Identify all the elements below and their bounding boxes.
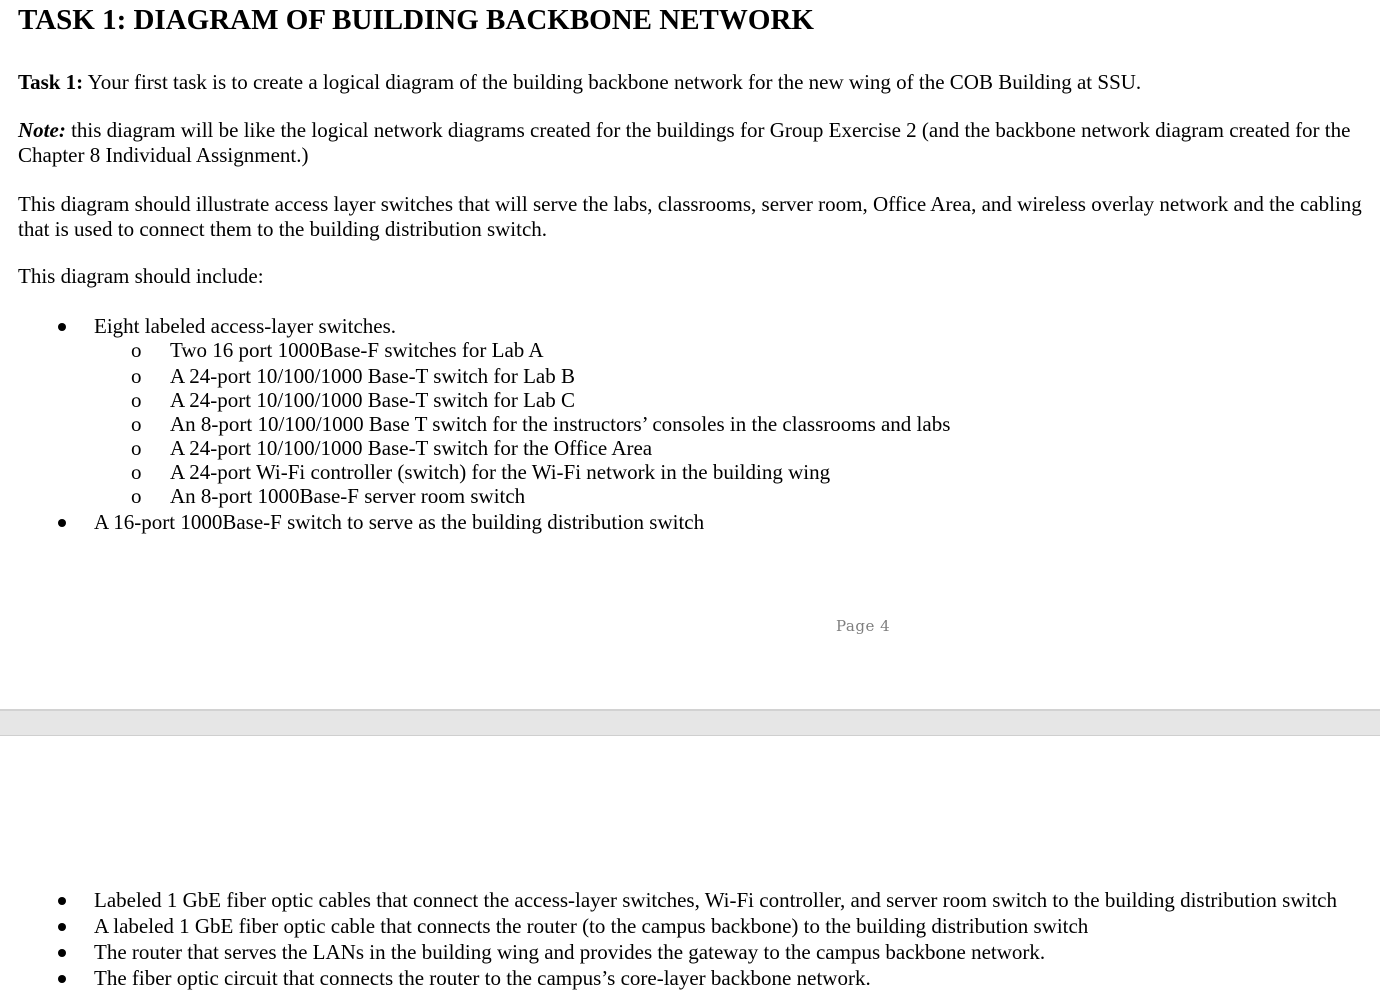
hollow-bullet-icon: o: [131, 460, 142, 484]
list-item: The fiber optic circuit that connects the router to the campus’s core-layer backbone network.: [94, 966, 871, 990]
sub-list-item: A 24-port Wi-Fi controller (switch) for the Wi-Fi network in the building wing: [170, 460, 831, 484]
hollow-bullet-icon: o: [131, 484, 142, 508]
bullet-icon: [56, 940, 68, 965]
bullet-icon: [56, 966, 68, 991]
sub-list-item: A 24-port 10/100/1000 Base-T switch for Lab B: [170, 364, 575, 388]
hollow-bullet-icon: o: [131, 436, 142, 460]
bullet-icon: [56, 888, 68, 913]
list-item: Labeled 1 GbE fiber optic cables that connect the access-layer switches, Wi-Fi controller, and server room switch to the building distribution switch: [94, 888, 1337, 912]
note-lead: Note:: [18, 118, 66, 142]
bullet-icon: [56, 510, 68, 535]
hollow-bullet-icon: o: [131, 388, 142, 412]
section-heading: TASK 1: DIAGRAM OF BUILDING BACKBONE NETWORK: [18, 4, 814, 36]
list-item: A 16-port 1000Base-F switch to serve as the building distribution switch: [94, 510, 705, 534]
hollow-bullet-icon: o: [131, 338, 142, 362]
bullet-icon: [56, 314, 68, 339]
note-text: this diagram will be like the logical network diagrams created for the buildings for Group Exercise 2 (and the backbone network diagram created for the Chapter 8 Individual Assignment.): [18, 118, 1351, 167]
note-paragraph: [18, 118, 1374, 168]
page-separator: [0, 709, 1380, 736]
include-intro: This diagram should include:: [18, 264, 264, 288]
hollow-bullet-icon: o: [131, 412, 142, 436]
list-item: Eight labeled access-layer switches.: [94, 314, 397, 338]
document-page-5: [0, 736, 1380, 1006]
sub-list-item: Two 16 port 1000Base-F switches for Lab A: [170, 338, 544, 362]
sub-list-item: An 8-port 10/100/1000 Base T switch for the instructors’ consoles in the classrooms and labs: [170, 412, 951, 436]
list-item: The router that serves the LANs in the building wing and provides the gateway to the campus backbone network.: [94, 940, 1046, 964]
list-item: A labeled 1 GbE fiber optic cable that connects the router (to the campus backbone) to the building distribution switch: [94, 914, 1089, 938]
task-lead: Task 1:: [18, 70, 84, 94]
task-text: Your first task is to create a logical diagram of the building backbone network for the new wing of the COB Building at SSU.: [83, 70, 1142, 94]
sub-list-item: An 8-port 1000Base-F server room switch: [170, 484, 526, 508]
task-paragraph: [18, 70, 1374, 95]
illustrate-paragraph: This diagram should illustrate access layer switches that will serve the labs, classrooms, server room, Office Area, and wireless overlay network and the cabling that is used to connect them to the building distribution switch.: [18, 192, 1362, 241]
hollow-bullet-icon: o: [131, 364, 142, 388]
page-number: Page 4: [836, 617, 891, 635]
sub-list-item: A 24-port 10/100/1000 Base-T switch for the Office Area: [170, 436, 653, 460]
bullet-icon: [56, 914, 68, 939]
sub-list-item: A 24-port 10/100/1000 Base-T switch for Lab C: [170, 388, 575, 412]
